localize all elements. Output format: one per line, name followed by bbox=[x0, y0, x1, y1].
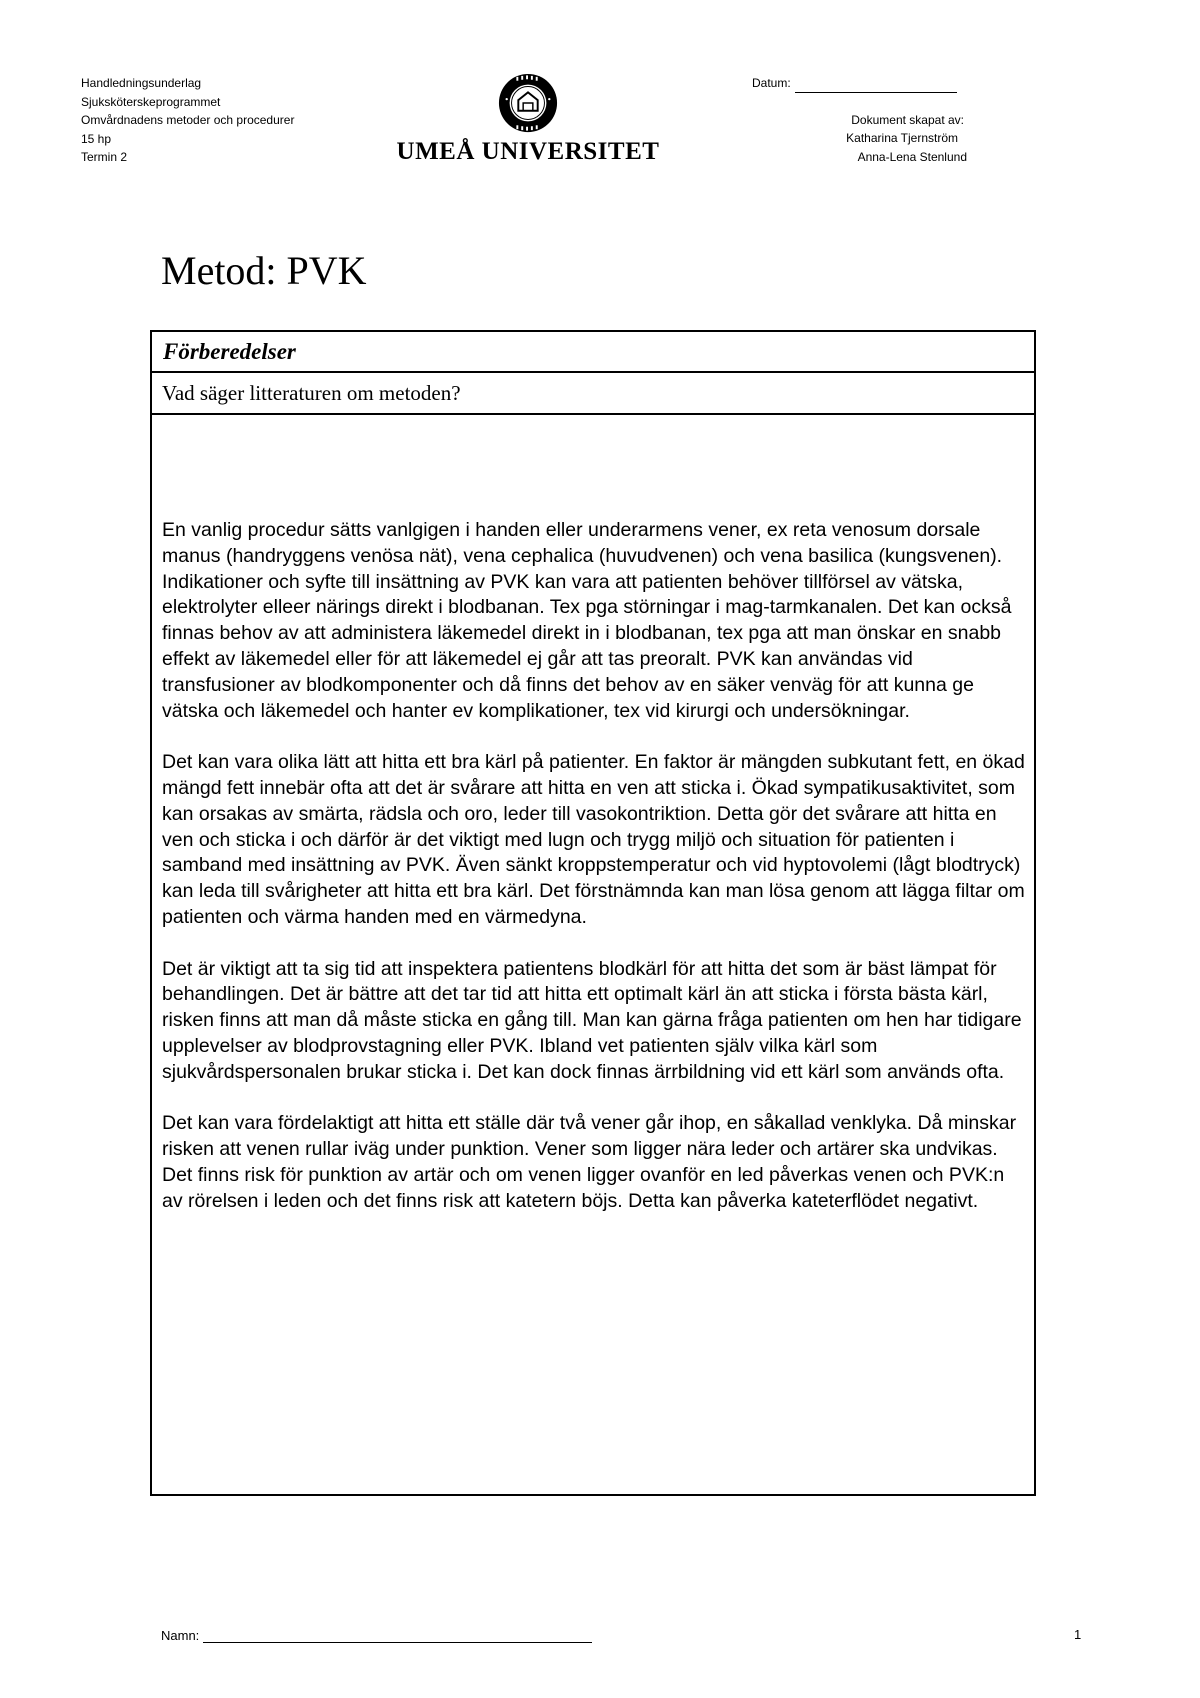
header-document-info bbox=[700, 74, 970, 166]
page-title: Metod: PVK bbox=[161, 248, 367, 293]
page-number: 1 bbox=[1074, 1627, 1082, 1642]
date-field bbox=[700, 74, 970, 93]
section-answer bbox=[152, 415, 1034, 1215]
university-logo bbox=[378, 72, 678, 166]
university-name: UMEÅ UNIVERSITET bbox=[396, 138, 660, 165]
section-question: Vad säger litteraturen om metoden? bbox=[152, 373, 1034, 415]
name-line[interactable] bbox=[203, 1630, 592, 1643]
header-line-4: 15 hp bbox=[81, 131, 112, 146]
footer-name-field bbox=[161, 1628, 592, 1643]
date-line[interactable] bbox=[795, 80, 957, 93]
date-label: Datum: bbox=[752, 76, 791, 90]
paragraph-3: Det är viktigt att ta sig tid att inspektera patientens blodkärl för att hitta det som är bäst lämpat för behandlingen. Det är bättre att det tar tid att hitta ett optimalt kärl än att sticka i första bästa kärl, risken finns att man då måste sticka en gång till. Man kan gärna fråga patienten om hen har tidigare upplevelser av blodprovstagning eller PVK. Ibland vet patienten själv vilka kärl som sjukvårdspersonalen brukar sticka i. Det kan dock finnas ärrbildning vid ett kärl som används ofta. bbox=[162, 957, 1022, 1083]
header-course-info bbox=[81, 74, 294, 167]
header-line-2: Sjuksköterskeprogrammet bbox=[81, 94, 221, 109]
document-creators bbox=[700, 111, 970, 167]
created-by-label: Dokument skapat av: bbox=[851, 112, 964, 127]
author-1: Katharina Tjernström bbox=[846, 131, 958, 145]
section-heading: Förberedelser bbox=[152, 332, 1034, 373]
header-line-3: Omvårdnadens metoder och procedurer bbox=[81, 113, 295, 127]
university-seal-icon bbox=[497, 72, 559, 134]
paragraph-2: Det kan vara olika lätt att hitta ett bra kärl på patienter. En faktor är mängden subkutant fett, en ökad mängd fett innebär ofta att det är svårare att hitta en ven att sticka i. Ökad sympatikusaktivitet, som kan orsakas av smärta, rädsla och oro, leder till vasokontriktion. Detta gör det svårare att hitta en ven och sticka i och därför är det viktigt med lugn och trygg miljö och situation för patienten i samband med insättning av PVK. Även sänkt kroppstemperatur och vid hyptovolemi (lågt blodtryck) kan leda till svårigheter att hitta ett bra kärl. Det förstnämnda kan man lösa genom att lägga filtar om patienten och värma handen med en värmedyna. bbox=[162, 751, 1025, 928]
paragraph-1: En vanlig procedur sätts vanlgigen i handen eller underarmens vener, ex reta venosum dorsale manus (handryggens venösa nät), vena cephalica (huvudvenen) och vena basilica (kungsvenen). Indikationer och syfte till insättning av PVK kan vara att patienten behöver tillförsel av vätska, elektrolyter elleer närings direkt i blodbanan. Tex pga störningar i mag-tarmkanalen. Det kan också finnas behov av att administera läkemedel direkt in i blodbanan, tex pga att man önskar en snabb effekt av läkemedel eller för att läkemedel ej går att tas preoralt. PVK kan användas vid transfusioner av blodkomponenter och då finns det behov av en säker venväg för att kunna ge vätska och läkemedel och hanter ev komplikationer, tex vid kirurgi och undersökningar. bbox=[162, 519, 1012, 722]
name-label: Namn: bbox=[161, 1628, 200, 1643]
author-2: Anna-Lena Stenlund bbox=[857, 149, 967, 164]
preparation-section bbox=[150, 330, 1036, 1496]
header-line-5: Termin 2 bbox=[81, 150, 128, 164]
header-line-1: Handledningsunderlag bbox=[81, 76, 202, 90]
paragraph-4: Det kan vara fördelaktigt att hitta ett ställe där två vener går ihop, en såkallad venklyka. Då minskar risken att venen rullar iväg under punktion. Vener som ligger nära leder och artärer ska undvikas. Det finns risk för punktion av artär och om venen ligger ovanför en led påverkas venen och PVK:n av rörelsen i leden och det finns risk att katetern böjs. Detta kan påverka kateterflödet negativt. bbox=[162, 1112, 1017, 1212]
